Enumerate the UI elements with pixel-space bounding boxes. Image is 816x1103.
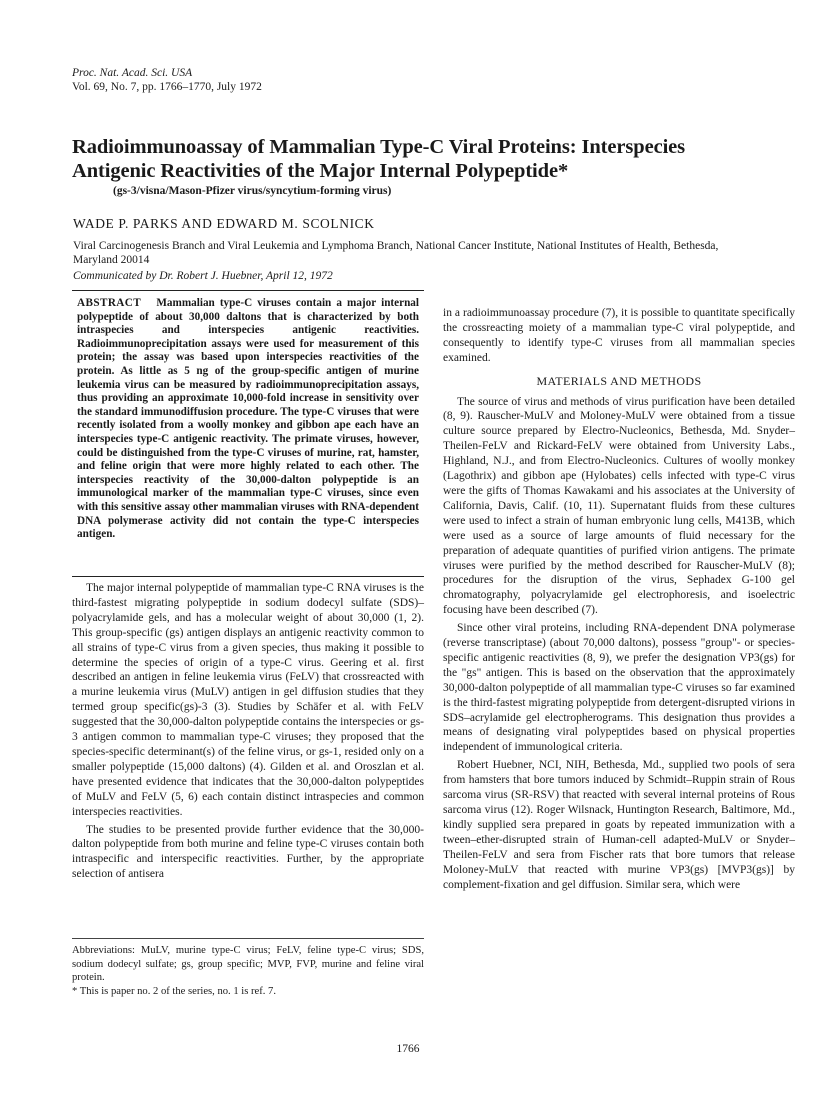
authors: WADE P. PARKS AND EDWARD M. SCOLNICK: [73, 216, 375, 231]
left-column: [72, 581, 424, 885]
affiliation: Viral Carcinogenesis Branch and Viral Leukemia and Lymphoma Branch, National Cancer Institute, National Institutes of Health, Bethesda, Maryland 20014: [73, 240, 719, 266]
body-paragraph: The studies to be presented provide further evidence that the 30,000-dalton polypeptide from both murine and feline type-C viruses contain both intraspecific and interspecific reactivities. Further, by the appropriate selection of antisera: [72, 823, 424, 881]
journal-header: [72, 66, 262, 94]
section-heading: MATERIALS AND METHODS: [536, 373, 702, 388]
journal-name: Proc. Nat. Acad. Sci. USA: [72, 67, 193, 79]
abstract: [77, 297, 419, 542]
body-paragraph: The major internal polypeptide of mammalian type-C RNA viruses is the third-fastest migrating polypeptide in sodium dodecyl sulfate (SDS)–polyacrylamide gels, and has a molecular weight of about 30,000 (1, 2). This group-specific (gs) antigen displays an antigenic reactivity common to all strains of type-C virus from a given species, thus making it possible to determine the species of origin of a type-C virus. Geering et al. first described an antigen in feline leukemia virus (FeLV) that crossreacted with a murine leukemia virus (MuLV) antigen in gel diffusion studies that they termed group specific(gs)-3 (3). Studies by Schäfer et al. with FeLV suggested that the 30,000-dalton polypeptide contains the interspecies or gs-3 antigen common to mammalian type-C viruses; they proposed that the species-specific determinant(s) of the feline virus, or gs-1, resided only on a smaller polypeptide (15,000 daltons) (4). Gilden et al. and Oroszlan et al. have presented evidence that indicates that the 30,000-dalton polypeptides of MuLV and FeLV (5, 6) each contain distinct intraspecies and common interspecies reactivities.: [72, 582, 424, 818]
footnote-rule: [72, 938, 424, 939]
body-paragraph: The source of virus and methods of virus purification have been detailed (8, 9). Rauscher-MuLV and Moloney-MuLV were obtained from a tissue culture source prepared by Electro-Nucleonics, Bethesda, Md. Snyder–Theilen-FeLV and Rickard-FeLV were obtained from University Labs., Highland, N.J., and from Electro-Nucleonics. Cultures of woolly monkey (Lagothrix) and gibbon ape (Hylobates) cells infected with type-C virus were the gifts of Thomas Kawakami and his associates at the University of California, Davis, Calif. (10, 11). Supernatant fluids from these cultures were used to infect a strain of human embryonic lung cells, M413B, which were used as a source of large amounts of fluid necessary for the preparation of adequate quantities of purified virion antigens. The primate viruses were purified by the method described for Rauscher-MuLV (8); procedures for the disruption of the virus, Sephadex G-100 gel chromatography, polyacrylamide gel electrophoresis, and isoelectric focusing have been described (7).: [443, 395, 795, 617]
paper-title: Radioimmunoassay of Mammalian Type-C Viral Proteins: Interspecies Antigenic Reactivities of the Major Internal Polypeptide*: [72, 136, 686, 182]
abstract-top-rule: [72, 290, 424, 291]
page-number: 1766: [396, 1043, 420, 1055]
keywords: (gs-3/visna/Mason-Pfizer virus/syncytium-forming virus): [113, 185, 392, 197]
abstract-heading: ABSTRACT: [77, 297, 142, 309]
body-paragraph: in a radioimmunoassay procedure (7), it is possible to quantitate specifically the crossreacting moiety of a mammalian type-C viral polypeptide, and consequently to identify type-C viruses from all mammalian species examined.: [443, 307, 795, 364]
footnote-abbreviations: Abbreviations: MuLV, murine type-C virus; FeLV, feline type-C virus; SDS, sodium dodecyl sulfate; gs, group specific; MVP, FVP, murine and feline viral protein.: [72, 945, 424, 984]
right-column: [443, 306, 795, 895]
footnote-star: * This is paper no. 2 of the series, no. 1 is ref. 7.: [72, 985, 276, 997]
abstract-text: Mammalian type-C viruses contain a major internal polypeptide of about 30,000 daltons that is characterized by both intraspecies and interspecies antigenic reactivities. Radioimmunoprecipitation assays were used for measurement of this protein; the assay was based upon interspecies reactivities of the protein. As little as 5 ng of the group-specific antigen of murine leukemia virus can be measured by radioimmunoprecipitation assays, thus providing an approximate 10,000-fold increase in sensitivity over the standard immunodiffusion procedure. The type-C viruses that were recently isolated from a woolly monkey and gibbon ape each have an interspecies type-C antigenic reactivity. The primate viruses, however, could be distinguished from the type-C viruses of murine, rat, hamster, and feline origin that were more highly related to each other. The interspecies reactivity of the 30,000-dalton polypeptide is an immunological marker of the mammalian type-C viruses, since even with this sensitive assay other mammalian viruses with RNA-dependent DNA polymerase activity did not contain the type-C interspecies antigen.: [77, 297, 419, 541]
body-paragraph: Since other viral proteins, including RNA-dependent DNA polymerase (reverse transcriptase) (about 70,000 daltons), possess "group"- or species-specific antigenic reactivities (8, 9), we prefer the designation VP3(gs) for the "gs" antigen. This is based on the observation that the approximately 30,000-dalton polypeptide of all mammalian type-C viruses so far examined is the third-fastest migrating polypeptide from detergent-disrupted virions in SDS–acrylamide gel electropherograms. This designation thus provides a means of designating viral polypeptides based on physical properties independent of immunological criteria.: [443, 622, 795, 754]
communicated-by: Communicated by Dr. Robert J. Huebner, April 12, 1972: [73, 270, 333, 282]
abstract-bottom-rule: [72, 576, 424, 577]
journal-volume: Vol. 69, No. 7, pp. 1766–1770, July 1972: [72, 81, 262, 93]
body-paragraph: Robert Huebner, NCI, NIH, Bethesda, Md., supplied two pools of sera from hamsters that bore tumors induced by Schmidt–Ruppin strain of Rous sarcoma virus (SR-RSV) that reacted with several internal proteins of Rous sarcoma virus (12). Roger Wilsnack, Huntington Research, Baltimore, Md., kindly supplied sera prepared in goats by repeated immunization with a tween–ether-disrupted strain of Human-cell adapted-MuLV or Snyder–Theilen-FeLV and sera from Fischer rats that bore tumors that release Moloney-MuLV that reacted with murine VP3(gs) [MVP3(gs)] by complement-fixation and gel diffusion. Similar sera, which were: [443, 759, 795, 891]
footnotes: [72, 944, 424, 998]
